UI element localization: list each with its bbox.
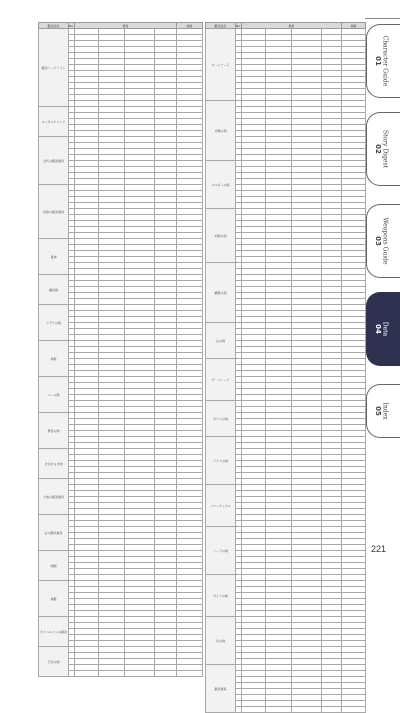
tab-label: Character Guide	[381, 35, 389, 87]
group-name-cell: けがれなき剣	[39, 449, 69, 479]
tab-character-guide[interactable]	[366, 24, 400, 98]
tab-data[interactable]	[366, 292, 400, 366]
tab-label: Weapons Guide	[381, 217, 389, 265]
group-name-cell: 古代の鍛冶道具	[39, 137, 69, 185]
group-name-cell: ザ・ブレード	[206, 359, 236, 401]
tab-number: 03	[373, 236, 382, 246]
material-cell	[242, 707, 266, 713]
header-no: No.	[69, 23, 74, 28]
header-no: No.	[236, 23, 241, 28]
tab-label: Story Digest	[381, 130, 389, 168]
material-cell	[75, 671, 99, 677]
material-cell	[125, 671, 155, 677]
tab-number: 05	[373, 406, 382, 416]
group-name-cell: 精霊の剣	[206, 263, 236, 323]
tab-story-digest[interactable]	[366, 112, 400, 186]
tab-label: Data	[381, 321, 389, 337]
group-name-cell: 魔法剣	[39, 275, 69, 305]
group-name-cell: オリハルコンの鍛冶	[39, 617, 69, 647]
tab-index[interactable]	[366, 384, 400, 438]
tab-weapons-guide[interactable]	[366, 204, 400, 278]
group-name-cell: 剣剛	[39, 551, 69, 581]
group-name-cell: 鍛冶道具	[206, 665, 236, 713]
group-name-cell: ボーンソード	[206, 29, 236, 101]
material-cell	[155, 671, 177, 677]
group-name-cell: ラグナの剣	[39, 305, 69, 341]
price-cell	[342, 707, 366, 713]
header-group: 鍛冶品名	[39, 23, 69, 29]
group-name-cell: 竜鍛	[39, 581, 69, 617]
header-price: 価格	[177, 23, 203, 29]
group-name-cell: ベース剣	[39, 377, 69, 413]
group-name-cell: 天空の剣	[39, 647, 69, 677]
material-cell	[292, 707, 322, 713]
group-name-cell: 光の剣	[206, 617, 236, 665]
group-name-cell: 鬼神	[39, 239, 69, 275]
group-name-cell: 勇者の剣	[39, 413, 69, 449]
tab-number: 01	[373, 56, 382, 66]
group-name-cell: 大地の鍛冶道具	[39, 479, 69, 515]
header-material: 素材	[75, 23, 177, 29]
group-name-cell: アクアの剣	[206, 437, 236, 485]
group-name-cell: 古の鍛冶道具	[39, 515, 69, 551]
group-name-cell: 古の剣	[206, 323, 236, 359]
group-name-cell: ソードの剣	[206, 527, 236, 575]
group-name-cell: 鍛冶ソードライン	[39, 29, 69, 107]
group-name-cell: 灼熱の鍛冶道具	[39, 185, 69, 239]
group-name-cell: 光輝の剣	[206, 101, 236, 161]
material-cell	[322, 707, 342, 713]
tab-divider	[365, 18, 400, 19]
header-material: 素材	[242, 23, 342, 29]
tab-number: 04	[373, 324, 382, 334]
material-cell	[99, 671, 125, 677]
recipe-table-left	[38, 22, 203, 677]
group-name-cell: 灼熱の剣	[206, 209, 236, 263]
group-name-cell: パワーナックル	[206, 485, 236, 527]
header-group: 鍛冶品名	[206, 23, 236, 29]
price-cell	[177, 671, 203, 677]
group-name-cell: ロンダルクワンド	[39, 107, 69, 137]
group-name-cell: ガイアの剣	[206, 575, 236, 617]
group-name-cell: ホルダーの剣	[206, 161, 236, 209]
tab-number: 02	[373, 144, 382, 154]
page-number: 221	[370, 544, 386, 554]
tab-label: Index	[381, 402, 389, 420]
group-name-cell: 神聖	[39, 341, 69, 377]
header-price: 価格	[342, 23, 366, 29]
recipe-table-right	[205, 22, 366, 713]
group-name-cell: ゼウスの剣	[206, 401, 236, 437]
material-cell	[266, 707, 292, 713]
